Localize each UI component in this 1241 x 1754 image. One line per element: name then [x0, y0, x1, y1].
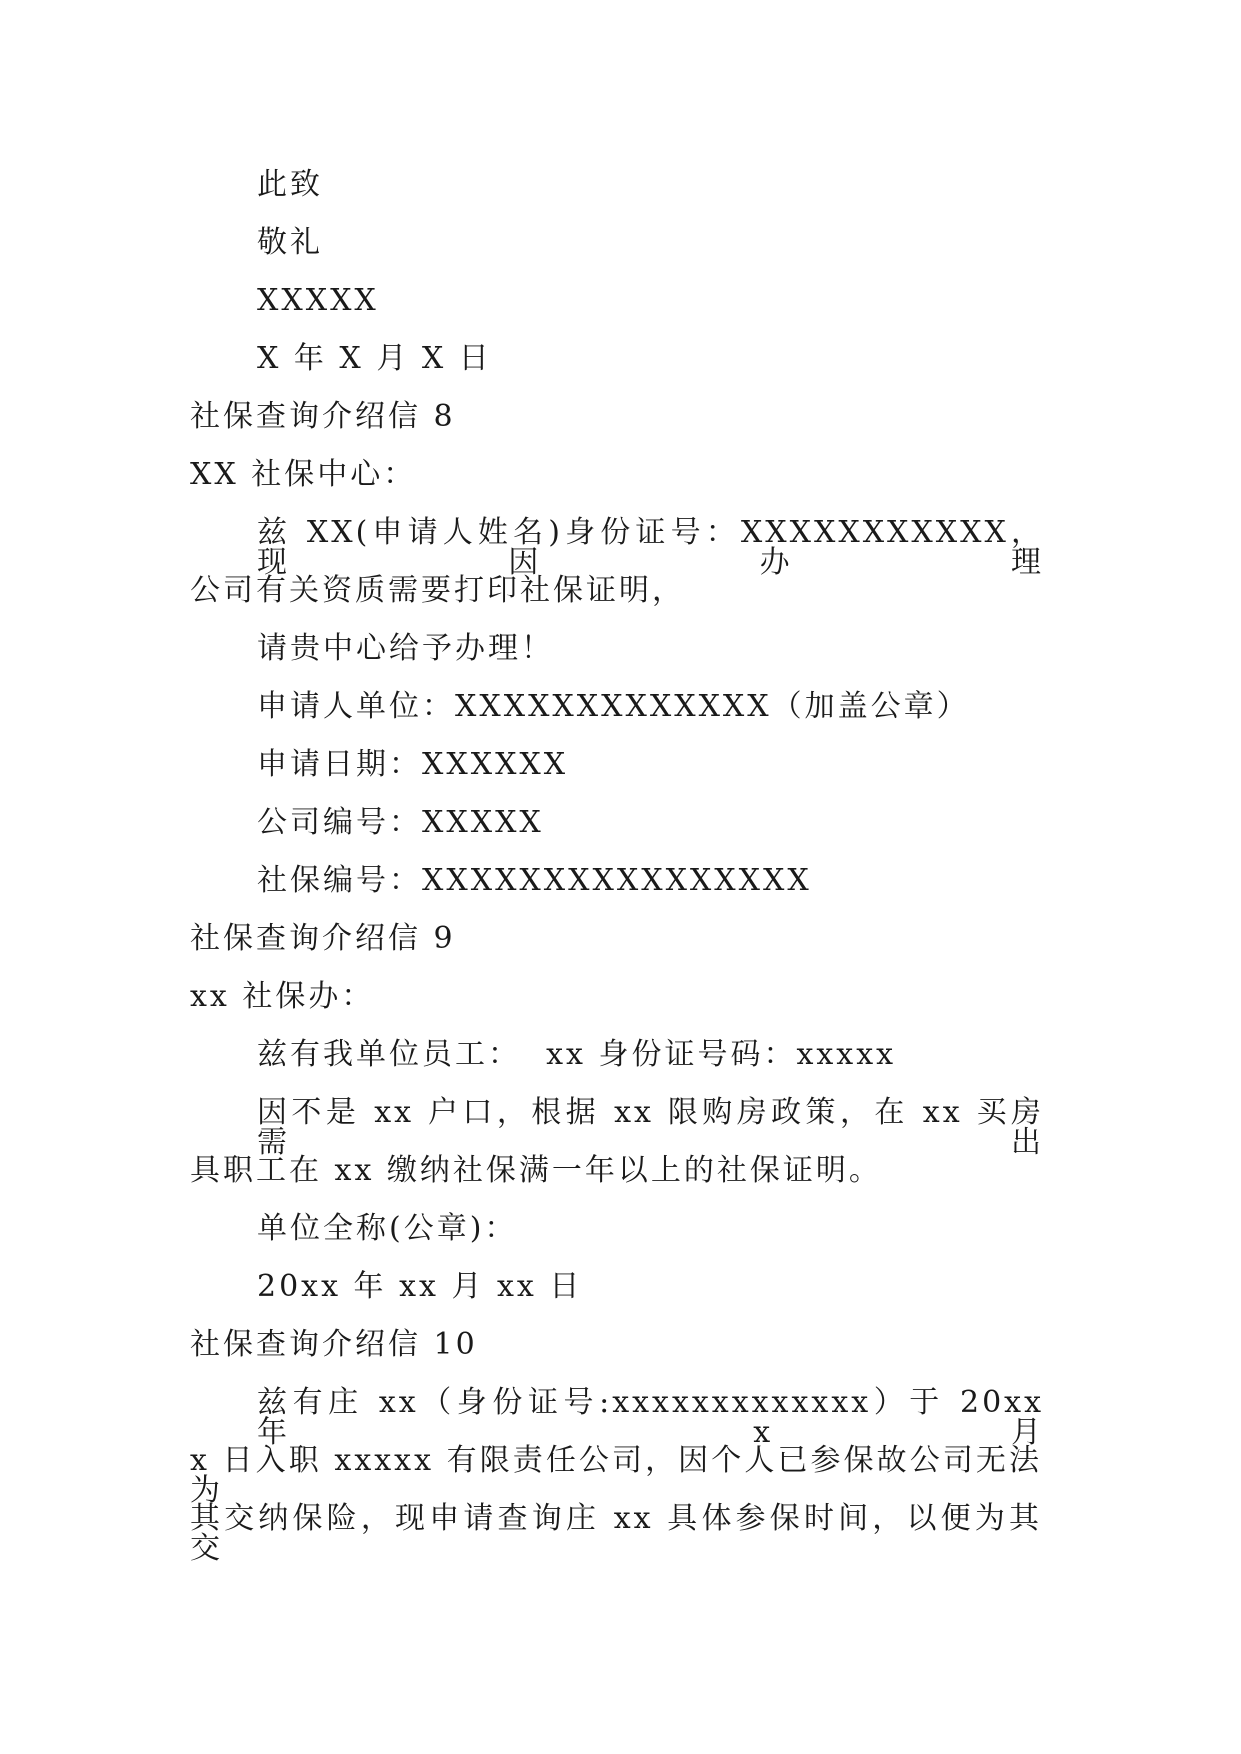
letter-9-recipient: xx 社保办：: [190, 979, 375, 1014]
letter-10-body-line-2: x 日入职 xxxxx 有限责任公司，因个人已参保故公司无法为: [190, 1443, 1042, 1508]
letter-10-title: 社保查询介绍信 10: [190, 1327, 478, 1362]
letter-8-recipient: XX 社保中心：: [190, 457, 417, 492]
letter-9-body-line-2: 具职工在 xx 缴纳社保满一年以上的社保证明。: [190, 1153, 882, 1188]
letter-9-unit-name: 单位全称(公章)：: [257, 1211, 518, 1246]
closing-salutation: 此致: [257, 167, 323, 202]
letter-8-company-number: 公司编号：XXXXX: [257, 805, 544, 840]
letter-10-body-line-3: 其交纳保险，现申请查询庄 xx 具体参保时间，以便为其交: [190, 1501, 1042, 1566]
letter-9-date: 20xx 年 xx 月 xx 日: [257, 1269, 583, 1304]
letter-8-applicant-unit: 申请人单位：XXXXXXXXXXXXX（加盖公章）: [257, 689, 970, 724]
letter-8-title: 社保查询介绍信 8: [190, 399, 456, 434]
letter-9-employee-line: 兹有我单位员工： xx 身份证号码：xxxxx: [257, 1037, 897, 1072]
closing-regards: 敬礼: [257, 225, 323, 260]
letter-9-body-line-1: 因不是 xx 户口，根据 xx 限购房政策，在 xx 买房需出: [257, 1095, 1044, 1160]
letter-9-title: 社保查询介绍信 9: [190, 921, 456, 956]
letter-8-body-line-1: 兹 XX(申请人姓名)身份证号：XXXXXXXXXXX，现因办理: [257, 515, 1044, 580]
letter-8-application-date: 申请日期：XXXXXX: [257, 747, 569, 782]
letter-10-body-line-1: 兹有庄 xx（身份证号:xxxxxxxxxxxxx）于 20xx 年 x 月: [257, 1385, 1044, 1450]
letter-8-body-line-2: 公司有关资质需要打印社保证明，: [190, 573, 685, 608]
letter-8-social-security-number: 社保编号：XXXXXXXXXXXXXXXX: [257, 863, 812, 898]
signature-name: XXXXX: [257, 283, 379, 318]
letter-8-request: 请贵中心给予办理！: [257, 631, 554, 666]
signature-date: X 年 X 月 X 日: [257, 341, 492, 376]
